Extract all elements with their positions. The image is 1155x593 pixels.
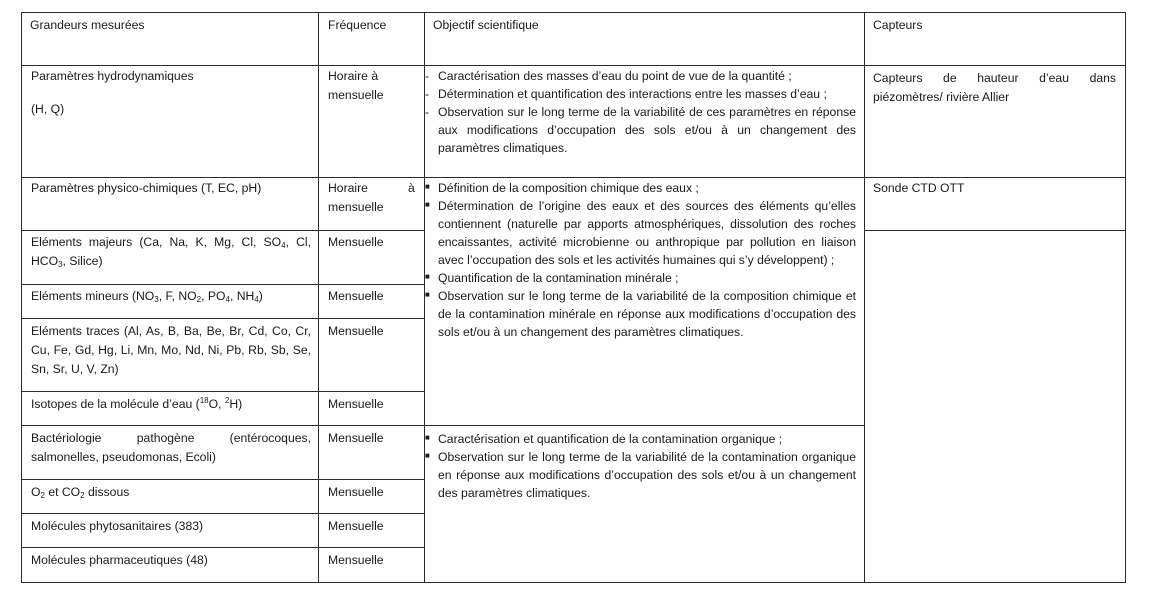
objectifs-hydro (425, 67, 856, 157)
objectif-organique-item (425, 448, 856, 502)
dash-marker: - (425, 87, 430, 101)
isotopes-sup: 18 (199, 396, 209, 405)
row-divider-bacterio (21, 479, 425, 480)
objectifs-organique (425, 430, 856, 502)
grandeur-bacterio: Bactériologie pathogène (entérocoques, salmonelles, pseudomonas, Ecoli) (31, 431, 311, 464)
objectifs-chimie (425, 179, 856, 341)
mineurs-text: , NH (229, 289, 255, 303)
grandeur-hydro-title: Paramètres hydrodynamiques (31, 69, 194, 83)
objectif-text: Caractérisation et quantification de la contamination organique ; (438, 432, 783, 446)
objectif-text: Détermination et quantification des interactions entre les masses d’eau ; (438, 87, 827, 101)
objectif-chimie-item (425, 197, 856, 269)
square-bullet-icon: ■ (425, 272, 430, 281)
frequence-mineurs: Mensuelle (328, 289, 384, 303)
objectif-chimie-item (425, 287, 856, 341)
square-bullet-icon: ■ (425, 182, 430, 191)
frequence-physico-horaire: Horaire (328, 181, 368, 195)
row-divider-isotopes (21, 425, 865, 426)
mineurs-sub: 3 (154, 295, 159, 304)
header-row-divider (21, 65, 1126, 66)
majeurs-text: , Silice) (62, 254, 103, 268)
objectif-text: Observation sur le long terme de la variabilité de la contamination organique en réponse aux modifications d’occupation des sols et/ou à un changement des paramètres climatiques. (438, 450, 856, 500)
frequence-majeurs: Mensuelle (328, 235, 384, 249)
objectif-hydro-item (425, 85, 856, 103)
frequence-physico-mensuelle: mensuelle (328, 200, 384, 214)
frequence-pharma: Mensuelle (328, 553, 384, 567)
grandeur-phyto: Molécules phytosanitaires (383) (31, 519, 204, 533)
row-divider-mineurs (21, 318, 425, 319)
row-divider-capteurs (864, 230, 1126, 231)
objectif-text: Observation sur le long terme de la variabilité de la composition chimique et de la contamination minérale en réponse aux modifications d’occupation des sols et/ou à un changement des paramètres climatiques. (438, 289, 856, 339)
square-bullet-icon: ■ (425, 290, 430, 299)
grandeur-majeurs (31, 233, 311, 271)
grandeur-pharma: Molécules pharmaceutiques (48) (31, 553, 208, 567)
majeurs-text: Eléments majeurs (Ca, Na, K, Mg, Cl, SO (31, 235, 282, 249)
row-divider-physico (21, 230, 425, 231)
row-divider-phyto (21, 547, 425, 548)
header-capteurs: Capteurs (873, 18, 923, 32)
isotopes-text: O, (208, 397, 225, 411)
isotopes-text: Isotopes de la molécule d’eau ( (31, 397, 200, 411)
mineurs-sub: 4 (254, 295, 259, 304)
header-frequence: Fréquence (328, 18, 387, 32)
grandeur-hydro-subtitle: (H, Q) (31, 102, 65, 116)
o2co2-text: et CO (44, 485, 81, 499)
o2co2-sub: 2 (80, 491, 85, 500)
frequence-hydro: Horaire à mensuelle (328, 69, 384, 102)
objectif-text: Détermination de l’origine des eaux et des sources des éléments qu’elles contiennent (naturelle par apports atmosphériques, dissolution des roches encaissantes, activité microbienne ou anthropique par pollution en liaison avec l’occupation des sols et les activités humaines qui s’y développent) ; (438, 199, 856, 267)
objectif-text: Définition de la composition chimique des eaux ; (438, 181, 699, 195)
column-divider-1 (318, 12, 319, 583)
header-grandeurs: Grandeurs mesurées (30, 18, 145, 32)
objectif-text: Observation sur le long terme de la variabilité de ces paramètres en réponse aux modifications d’occupation des sols et/ou à un changement des paramètres climatiques. (438, 105, 856, 155)
objectif-hydro-item (425, 103, 856, 157)
square-bullet-icon: ■ (425, 200, 430, 209)
grandeur-isotopes (31, 395, 315, 414)
frequence-bacterio: Mensuelle (328, 431, 384, 445)
row-divider-majeurs (21, 284, 425, 285)
o2co2-text: O (31, 485, 41, 499)
frequence-isotopes: Mensuelle (328, 397, 384, 411)
objectif-chimie-item (425, 179, 856, 197)
capteurs-hydro: Capteurs de hauteur d’eau dans piézomètres/ rivière Allier (873, 71, 1116, 104)
frequence-phyto: Mensuelle (328, 519, 384, 533)
mineurs-text: , PO (201, 289, 226, 303)
frequence-traces: Mensuelle (328, 324, 384, 338)
grandeur-physico: Paramètres physico-chimiques (T, EC, pH) (31, 181, 262, 195)
objectif-hydro-item (425, 67, 856, 85)
mineurs-sub: 2 (196, 295, 202, 304)
square-bullet-icon: ■ (425, 433, 430, 442)
majeurs-sub: 3 (58, 260, 63, 269)
header-objectif: Objectif scientifique (433, 18, 539, 32)
frequence-o2co2: Mensuelle (328, 485, 384, 499)
objectif-chimie-item (425, 269, 856, 287)
column-divider-3 (864, 12, 865, 583)
row-divider-traces (21, 391, 425, 392)
mineurs-text: ) (258, 289, 263, 303)
objectif-text: Caractérisation des masses d’eau du point de vue de la quantité ; (438, 69, 792, 83)
objectif-organique-item (425, 430, 856, 448)
majeurs-text: , Cl, HCO (31, 235, 311, 268)
objectif-text: Quantification de la contamination minérale ; (438, 271, 679, 285)
majeurs-sub: 4 (281, 241, 286, 250)
grandeur-traces: Eléments traces (Al, As, B, Ba, Be, Br, Cd, Co, Cr, Cu, Fe, Gd, Hg, Li, Mn, Mo, Nd, Ni, Pb, Rb, Sb, Se, Sn, Sr, U, V, Zn) (31, 324, 311, 376)
mineurs-sub: 4 (225, 295, 230, 304)
capteurs-physico: Sonde CTD OTT (873, 181, 965, 195)
isotopes-sup: 2 (224, 396, 230, 405)
o2co2-text: dissous (84, 485, 130, 499)
frequence-physico-a: à (408, 181, 415, 195)
dash-marker: - (425, 105, 430, 119)
mineurs-text: , F, NO (158, 289, 197, 303)
row-divider-o2co2 (21, 513, 425, 514)
isotopes-text: H) (229, 397, 243, 411)
grandeur-mineurs (31, 287, 315, 306)
row-divider-hydro (21, 177, 1126, 178)
grandeur-o2co2 (31, 483, 129, 502)
o2co2-sub: 2 (40, 491, 45, 500)
mineurs-text: Eléments mineurs (NO (31, 289, 155, 303)
square-bullet-icon: ■ (425, 451, 430, 460)
dash-marker: - (425, 69, 430, 83)
